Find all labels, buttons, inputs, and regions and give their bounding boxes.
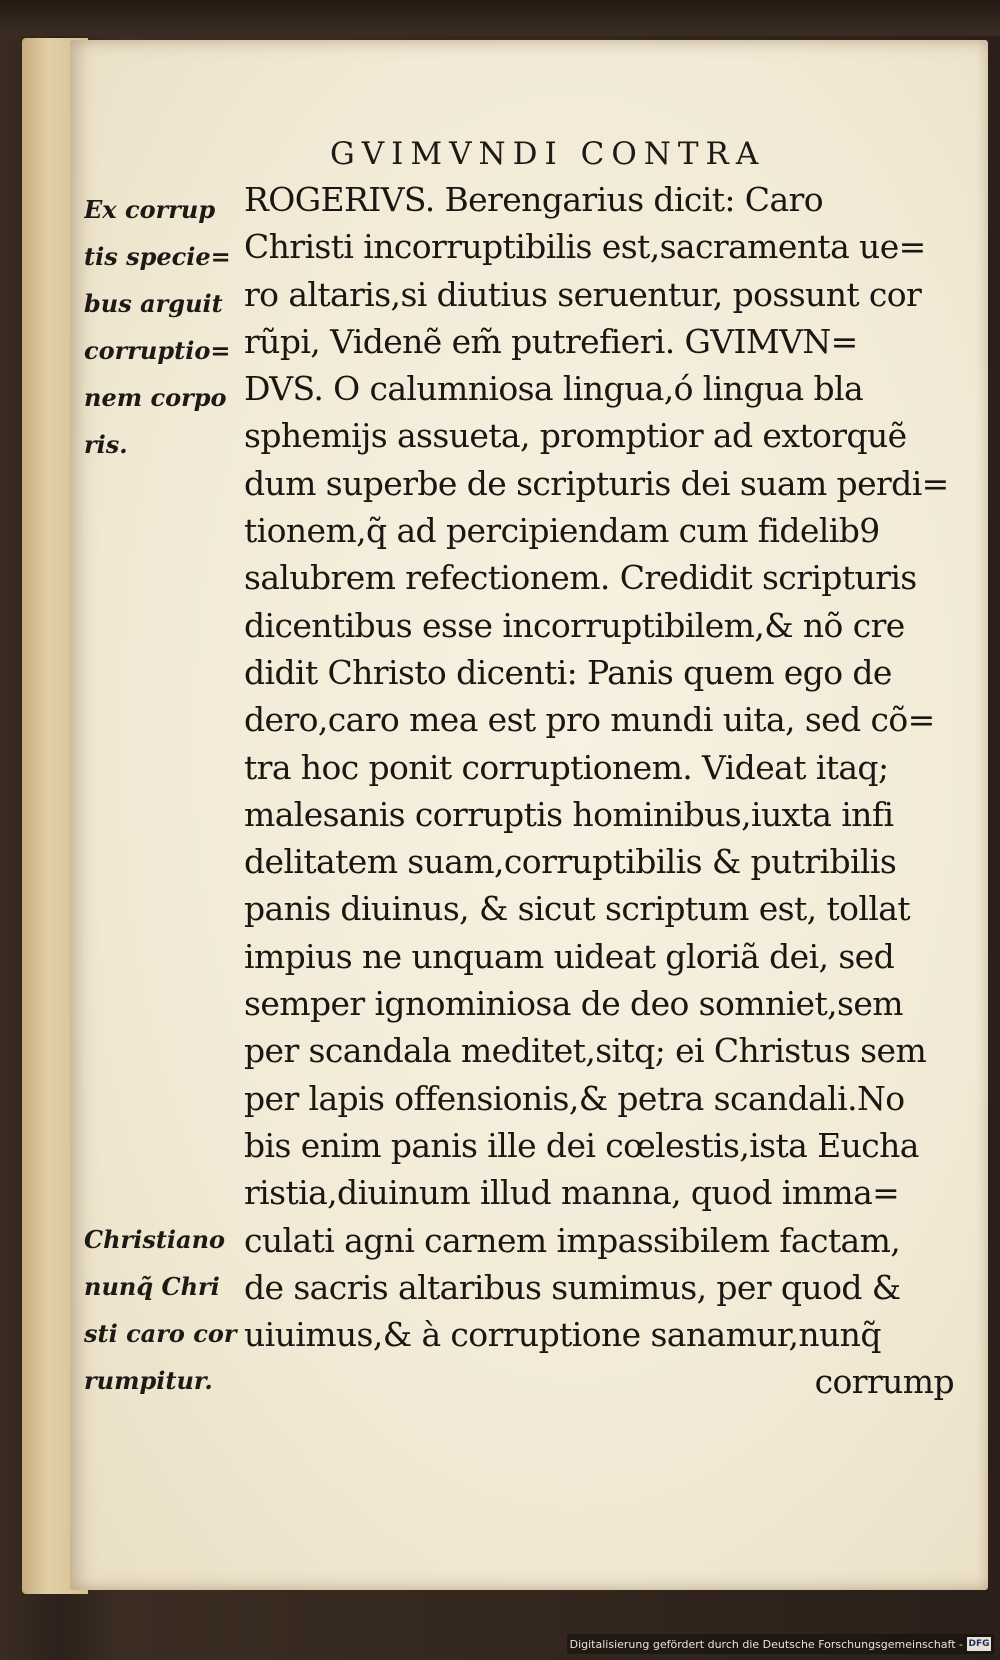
- margin-note-line: bus arguit: [84, 289, 223, 318]
- text-line: de sacris altaribus sumimus, per quod &: [244, 1267, 901, 1307]
- text-line: didit Christo dicenti: Panis quem ego de: [244, 652, 892, 692]
- credit-text: Digitalisierung gefördert durch die Deutsche Forschungsgemeinschaft -: [569, 1637, 963, 1651]
- text-line: sphemijs assueta, promptior ad extorquẽ: [244, 416, 907, 456]
- text-line: ro altaris,si diutius seruentur, possunt cor: [244, 274, 922, 314]
- dfg-logo-icon: DFG: [968, 1639, 990, 1649]
- text-line: impius ne unquam uideat gloriã dei, sed: [244, 936, 895, 976]
- text-line: rũpi, Videnẽ em̃ putrefieri. GVIMVN=: [244, 321, 858, 361]
- text-line: tionem,q̃ ad percipiendam cum fidelib9: [244, 511, 880, 551]
- text-line: ROGERIVS. Berengarius dicit: Caro: [244, 180, 823, 219]
- margin-note-line: nem corpo: [84, 383, 227, 412]
- text-line: per scandala meditet,sitq; ei Christus sem: [244, 1031, 927, 1071]
- margin-note-line: nunq̃ Chri: [84, 1272, 220, 1301]
- text-line: bis enim panis ille dei cœlestis,ista Eucha: [244, 1125, 919, 1165]
- text-line: semper ignominiosa de deo somniet,sem: [244, 984, 903, 1024]
- margin-note-line: corruptio=: [84, 336, 231, 365]
- text-line: culati agni carnem impassibilem factam,: [244, 1220, 901, 1260]
- margin-note-line: tis specie=: [84, 242, 231, 271]
- catchword: corrump: [814, 1362, 954, 1402]
- text-line: Christi incorruptibilis est,sacramenta ue=: [244, 227, 926, 267]
- margin-note-line: sti caro cor: [84, 1319, 237, 1348]
- margin-note-line: rumpitur.: [84, 1366, 213, 1395]
- text-line: dum superbe de scripturis dei suam perdi=: [244, 463, 949, 503]
- margin-note-1: [84, 186, 246, 468]
- text-line: tra hoc ponit corruptionem. Videat itaq;: [244, 747, 889, 787]
- text-line: panis diuinus, & sicut scriptum est, tollat: [244, 889, 911, 929]
- text-line: dicentibus esse incorruptibilem,& nõ cre: [244, 605, 905, 645]
- text-line: delitatem suam,corruptibilis & putribilis: [244, 842, 897, 882]
- text-line: ristia,diuinum illud manna, quod imma=: [244, 1173, 900, 1213]
- body-text: [244, 176, 974, 1406]
- margin-note-2: [84, 1216, 246, 1404]
- margin-note-line: Ex corrup: [84, 195, 216, 224]
- scan-background-top: [0, 0, 1000, 36]
- running-title: GVIMVNDI CONTRA: [330, 136, 766, 172]
- text-line: DVS. O calumniosa lingua,ó lingua bla: [244, 369, 864, 409]
- text-line: salubrem refectionem. Credidit scripturis: [244, 558, 917, 598]
- text-line: uiuimus,& à corruptione sanamur,nunq̃: [244, 1315, 881, 1355]
- margin-note-line: Christiano: [84, 1225, 226, 1254]
- funding-credit: [567, 1634, 994, 1654]
- text-line: malesanis corruptis hominibus,iuxta infi: [244, 794, 894, 834]
- text-line: per lapis offensionis,& petra scandali.No: [244, 1078, 905, 1118]
- text-line: dero,caro mea est pro mundi uita, sed cõ=: [244, 700, 935, 740]
- margin-note-line: ris.: [84, 430, 128, 459]
